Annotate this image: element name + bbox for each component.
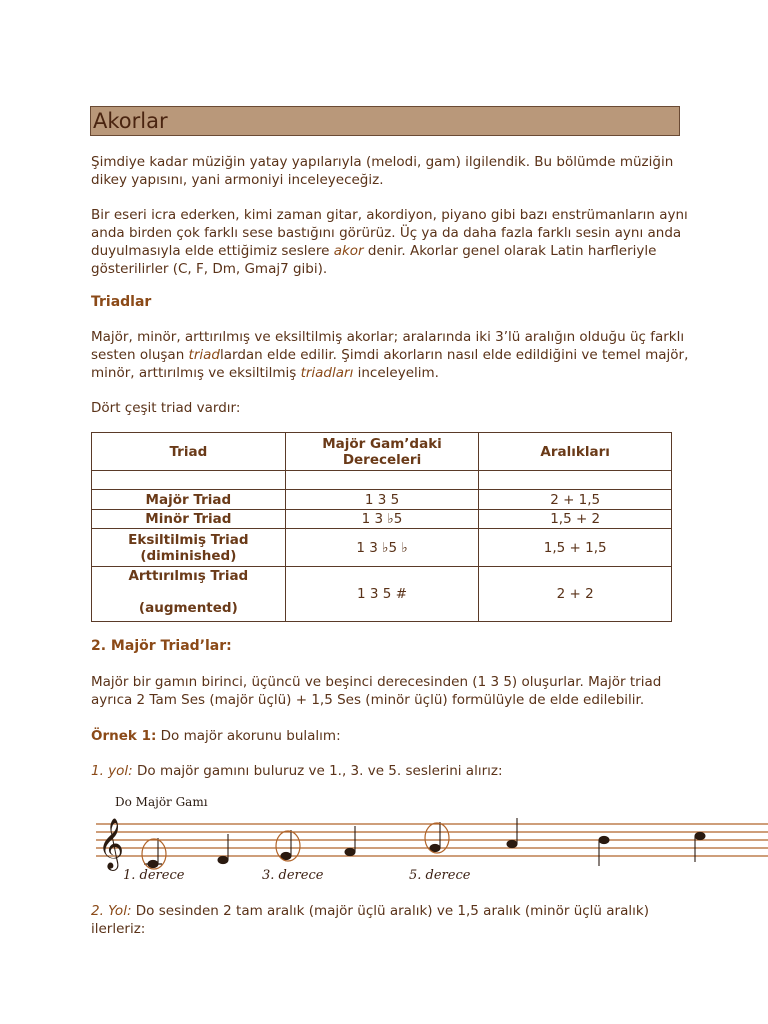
triad-name-line2: (augmented) xyxy=(138,600,238,616)
example1-line xyxy=(91,727,691,745)
triad-name-line1: Eksiltilmiş Triad xyxy=(128,531,249,548)
akor-term: akor xyxy=(333,243,364,259)
treble-clef-icon: 𝄞 xyxy=(98,818,125,869)
yol1-line xyxy=(91,762,691,780)
degree-label-3: 3. derece xyxy=(262,868,324,883)
yol2-line xyxy=(91,902,691,938)
yol2-text: Do sesinden 2 tam aralık (majör üçlü aralık) ve 1,5 aralık (minör üçlü aralık) ilerleriz: xyxy=(91,903,649,937)
triad-intervals: 2 + 1,5 xyxy=(479,490,672,510)
page-title: Akorlar xyxy=(93,109,168,133)
triadlar-heading: Triadlar xyxy=(91,294,152,310)
empty-cell xyxy=(92,471,286,490)
notes xyxy=(144,818,705,868)
triad-intervals: 2 + 2 xyxy=(479,567,672,622)
triad-degrees: 1 3 ♭5 xyxy=(285,510,479,529)
table-header-row xyxy=(92,433,672,471)
note-c-high xyxy=(695,832,705,839)
triad-name xyxy=(92,567,286,622)
table-row xyxy=(92,490,672,510)
empty-cell xyxy=(285,471,479,490)
triad-degrees: 1 3 5 xyxy=(285,490,479,510)
note-c xyxy=(148,860,158,867)
staff-title: Do Majör Gamı xyxy=(115,795,208,809)
example1-text: Do majör akorunu bulalım: xyxy=(156,728,341,744)
note-g xyxy=(430,844,440,851)
table-empty-row xyxy=(92,471,672,490)
degree-label-5: 5. derece xyxy=(409,868,471,883)
triadlari-term: triadları xyxy=(300,365,354,381)
yol1-text: Do majör gamını buluruz ve 1., 3. ve 5. seslerini alırız: xyxy=(132,763,503,779)
akor-text-b: denir. Akorlar genel olarak Latin harfleriyle gösterilirler (C, F, Dm, Gmaj7 gibi). xyxy=(91,243,657,277)
yol1-label: 1. yol: xyxy=(91,763,133,779)
triad-text-a: Majör, minör, arttırılmış ve eksiltilmiş akorlar; aralarında iki 3’lü aralığın olduğu üç farklı sesten oluşan xyxy=(91,329,685,363)
note-f xyxy=(345,848,355,855)
akor-paragraph xyxy=(91,206,691,278)
triad-text-b: lardan elde edilir. Şimdi akorların nasıl elde edildiğini ve temel majör, minör, arttırılmış ve eksiltilmiş xyxy=(91,347,689,381)
empty-cell xyxy=(479,471,672,490)
triad-degrees: 1 3 5 # xyxy=(285,567,479,622)
four-types-paragraph: Dört çeşit triad vardır: xyxy=(91,400,241,416)
note-a xyxy=(507,840,517,847)
akor-text-a: Bir eseri icra ederken, kimi zaman gitar, akordiyon, piyano gibi bazı enstrümanların aynı anda birden çok farklı sese bastığını görürüz. Üç ya da daha fazla farklı sesin aynı anda duyulmasıyla elde ettiğimiz seslere xyxy=(91,207,688,259)
triad-name: Majör Triad xyxy=(92,490,286,510)
degree-label-1: 1. derece xyxy=(123,868,185,883)
header-degrees: Majör Gam’daki Dereceleri xyxy=(285,433,479,471)
note-b xyxy=(599,836,609,843)
triad-name-line2: (diminished) xyxy=(140,547,237,564)
note-e xyxy=(281,852,291,859)
triad-term: triad xyxy=(188,347,220,363)
triad-name xyxy=(92,529,286,567)
triad-intervals: 1,5 + 2 xyxy=(479,510,672,529)
triad-paragraph xyxy=(91,328,691,382)
triad-table xyxy=(91,432,672,622)
intro-paragraph: Şimdiye kadar müziğin yatay yapılarıyla (melodi, gam) ilgilendik. Bu bölümde müziğin dikey yapısını, yani armoniyi inceleyeceğiz. xyxy=(91,154,674,188)
header-triad: Triad xyxy=(92,433,286,471)
triad-name: Minör Triad xyxy=(92,510,286,529)
triad-intervals: 1,5 + 1,5 xyxy=(479,529,672,567)
triad-degrees: 1 3 ♭5 ♭ xyxy=(285,529,479,567)
degree-circles xyxy=(142,823,449,869)
title-box xyxy=(90,106,680,136)
table-row xyxy=(92,567,672,622)
table-row xyxy=(92,510,672,529)
major-triads-paragraph: Majör bir gamın birinci, üçüncü ve beşinci derecesinden (1 3 5) oluşurlar. Majör triad ayrıca 2 Tam Ses (majör üçlü) + 1,5 Ses (minör üçlü) formülüyle de elde edilebilir. xyxy=(91,674,662,708)
major-triads-heading: 2. Majör Triad’lar: xyxy=(91,638,232,654)
note-d xyxy=(218,856,228,863)
triad-text-c: inceleyelim. xyxy=(353,365,439,381)
table-row xyxy=(92,529,672,567)
triad-name-line1: Arttırılmış Triad xyxy=(128,568,249,584)
yol2-label: 2. Yol: xyxy=(91,903,132,919)
header-intervals: Aralıkları xyxy=(479,433,672,471)
example1-label: Örnek 1: xyxy=(91,728,157,744)
